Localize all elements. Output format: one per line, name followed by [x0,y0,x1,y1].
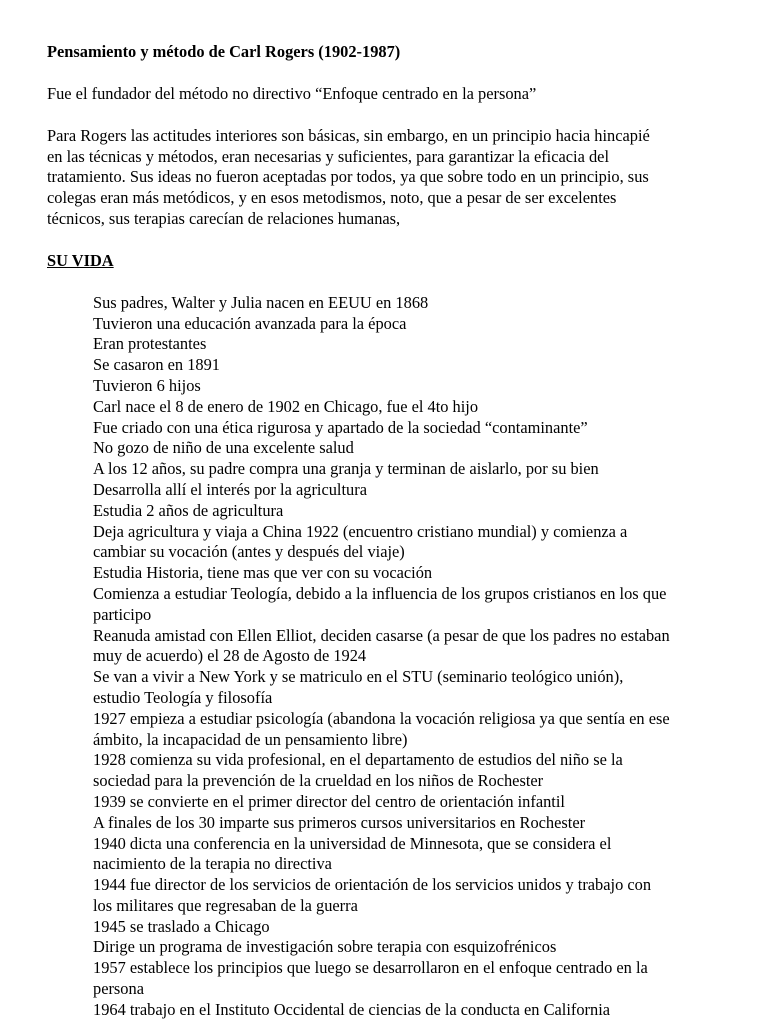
list-item: A finales de los 30 imparte sus primeros cursos universitarios en Rochester [93,812,586,832]
list-item: 1957 establece los principios que luego se desarrollaron en el enfoque centrado en la persona [93,958,648,999]
document-page [47,42,737,1021]
list-item: Dirige un programa de investigación sobre terapia con esquizofrénicos [93,937,557,957]
life-events-list [93,293,737,1021]
list-item: Fue criado con una ética rigurosa y apartado de la sociedad “contaminante” [93,417,588,437]
list-item: Estudia Historia, tiene mas que ver con su vocación [93,563,433,583]
list-item: Carl nace el 8 de enero de 1902 en Chicago, fue el 4to hijo [93,396,479,416]
intro-paragraph: Para Rogers las actitudes interiores son básicas, sin embargo, en un principio hacia hincapié en las técnicas y métodos, eran necesarias y suficientes, para garantizar la eficacia del tratamiento. Sus ideas no fueron aceptadas por todos, ya que sobre todo en un principio, sus colegas eran más metódicos, y en esos metodismos, noto, que a pesar de ser excelentes técnicos, sus terapias carecían de relaciones humanas, [47,125,650,228]
list-item: No gozo de niño de una excelente salud [93,438,354,458]
list-item: Desarrolla allí el interés por la agricultura [93,479,367,499]
list-item: 1944 fue director de los servicios de orientación de los servicios unidos y trabajo con los militares que regresaban de la guerra [93,875,652,915]
list-item: 1945 se traslado a Chicago [93,916,270,936]
list-item: 1928 comienza su vida profesional, en el departamento de estudios del niño se la sociedad para la prevención de la crueldad en los niños de Rochester [93,750,623,791]
list-item: 1940 dicta una conferencia en la universidad de Minnesota, que se considera el nacimiento de la terapia no directiva [93,833,612,874]
document-title: Pensamiento y método de Carl Rogers (1902-1987) [47,42,401,61]
list-item: Eran protestantes [93,334,207,354]
list-item: Estudia 2 años de agricultura [93,500,284,520]
list-item: Se casaron en 1891 [93,355,220,375]
list-item: Reanuda amistad con Ellen Elliot, deciden casarse (a pesar de que los padres no estaban muy de acuerdo) el 28 de Agosto de 1924 [93,625,670,666]
list-item: 1927 empieza a estudiar psicología (abandona la vocación religiosa ya que sentía en ese ámbito, la incapacidad de un pensamiento libre) [93,708,670,749]
list-item: 1964 trabajo en el Instituto Occidental de ciencias de la conducta en California [93,999,611,1019]
intro-line: Fue el fundador del método no directivo “Enfoque centrado en la persona” [47,84,537,103]
list-item: Tuvieron 6 hijos [93,375,201,395]
list-item: Se van a vivir a New York y se matriculo en el STU (seminario teológico unión), estudio Teología y filosofía [93,667,624,707]
section-heading-su-vida: SU VIDA [47,250,114,270]
list-item: A los 12 años, su padre compra una granja y terminan de aislarlo, por su bien [93,459,599,479]
list-item: 1939 se convierte en el primer director del centro de orientación infantil [93,791,565,811]
list-item: Comienza a estudiar Teología, debido a la influencia de los grupos cristianos en los que participo [93,583,667,624]
list-item: Tuvieron una educación avanzada para la época [93,313,407,333]
list-item: Sus padres, Walter y Julia nacen en EEUU en 1868 [93,292,429,312]
list-item: Deja agricultura y viaja a China 1922 (encuentro cristiano mundial) y comienza a cambiar su vocación (antes y después del viaje) [93,521,628,562]
